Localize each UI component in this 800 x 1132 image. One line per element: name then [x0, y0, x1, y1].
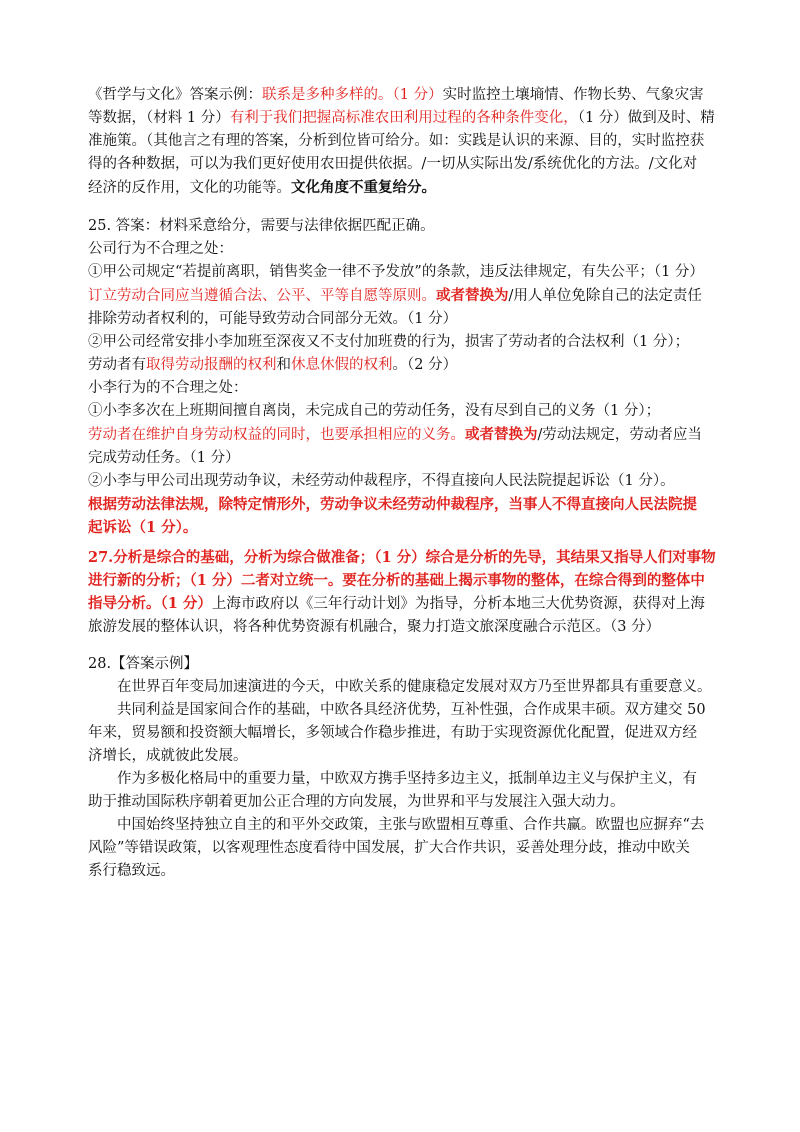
question-27-answer	[88, 546, 718, 639]
text-line: 准施策。（其他言之有理的答案，分析到位皆可给分。如：实践是认识的来源、目的，实时监控获	[88, 133, 705, 149]
text-line: 经济的反作用，文化的功能等。文化角度不重复给分。	[88, 179, 436, 196]
question-25-answer	[88, 215, 718, 539]
text-line: ②小李与甲公司出现劳动争议，未经劳动仲裁程序，不得直接向人民法院提起诉讼（1 分）。	[88, 473, 675, 489]
text-line: 旅游发展的整体认识，将各种优势资源有机融合，聚力打造文旅深度融合示范区。（3 分）	[88, 619, 661, 635]
text-line: 风险”等错误政策，以客观理性态度看待中国发展，扩大合作共识，妥善处理分歧，推动中欧关	[88, 840, 690, 856]
text-line: 作为多极化格局中的重要力量，中欧双方携手坚持多边主义，抵制单边主义与保护主义，有	[117, 771, 697, 787]
text-line: 完成劳动任务。（1 分）	[88, 450, 240, 466]
text-line: 济增长，成就彼此发展。	[88, 748, 248, 764]
text-line: 年来，贸易额和投资额大幅增长，多领域合作稳步推进，有助于实现资源优化配置，促进双方经	[88, 725, 697, 741]
text-line: 指导分析。（1 分）上海市政府以《三年行动计划》为指导，分析本地三大优势资源，获得对上海	[88, 595, 705, 612]
text-line: 排除劳动者权利的，可能导致劳动合同部分无效。（1 分）	[88, 311, 458, 327]
text-line: 25. 答案：材料采意给分，需要与法律依据匹配正确。	[88, 218, 435, 234]
text-line: 根据劳动法律法规，除特定情形外，劳动争议未经劳动仲裁程序，当事人不得直接向人民法院提	[88, 496, 697, 513]
text-line: 公司行为不合理之处：	[88, 241, 233, 257]
text-line: 得的各种数据，可以为我们更好使用农田提供依据。/一切从实际出发/系统优化的方法。/文化对	[88, 156, 698, 172]
philosophy-culture-answer	[88, 84, 718, 200]
text-line: 劳动者有取得劳动报酬的权利和休息休假的权利。（2 分）	[88, 357, 458, 373]
text-line: 在世界百年变局加速演进的今天，中欧关系的健康稳定发展对双方乃至世界都具有重要意义。	[117, 679, 712, 695]
question-28-answer	[88, 653, 718, 883]
text-line: 共同利益是国家间合作的基础，中欧各具经济优势，互补性强，合作成果丰硕。双方建交 50	[117, 702, 706, 718]
text-line: ①甲公司规定“若提前离职，销售奖金一律不予发放”的条款，违反法律规定，有失公平；（1 分）	[88, 264, 704, 280]
text-line: 小李行为的不合理之处：	[88, 380, 248, 396]
text-line: 进行新的分析；（1 分）二者对立统一。要在分析的基础上揭示事物的整体，在综合得到的整体中	[88, 572, 705, 589]
text-line: ②甲公司经常安排小李加班至深夜又不支付加班费的行为，损害了劳动者的合法权利（1 分）；	[88, 334, 690, 350]
text-line: 订立劳动合同应当遵循合法、公平、平等自愿等原则。或者替换为/用人单位免除自己的法定责任	[88, 287, 702, 304]
text-line: 助于推动国际秩序朝着更加公正合理的方向发展，为世界和平与发展注入强大动力。	[88, 794, 625, 810]
text-line: 起诉讼（1 分）。	[88, 519, 198, 536]
text-line: 28.【答案示例】	[88, 656, 199, 672]
text-line: 27.分析是综合的基础，分析为综合做准备；（1 分）综合是分析的先导，其结果又指导人们对事物	[88, 549, 716, 566]
text-line: ①小李多次在上班期间擅自离岗，未完成自己的劳动任务，没有尽到自己的义务（1 分）；	[88, 403, 661, 419]
text-line: 等数据，（材料 1 分）有利于我们把握高标准农田利用过程的各种条件变化，（1 分）做到及时、精	[88, 110, 715, 126]
text-line: 劳动者在维护自身劳动权益的同时，也要承担相应的义务。或者替换为/劳动法规定，劳动者应当	[88, 426, 702, 443]
text-line: 系行稳致远。	[88, 863, 175, 879]
text-line: 中国始终坚持独立自主的和平外交政策，主张与欧盟相互尊重、合作共赢。欧盟也应摒弃“去	[117, 817, 705, 833]
text-line: 《哲学与文化》答案示例：联系是多种多样的。（1 分）实时监控土壤墒情、作物长势、气象灾害	[88, 87, 704, 103]
